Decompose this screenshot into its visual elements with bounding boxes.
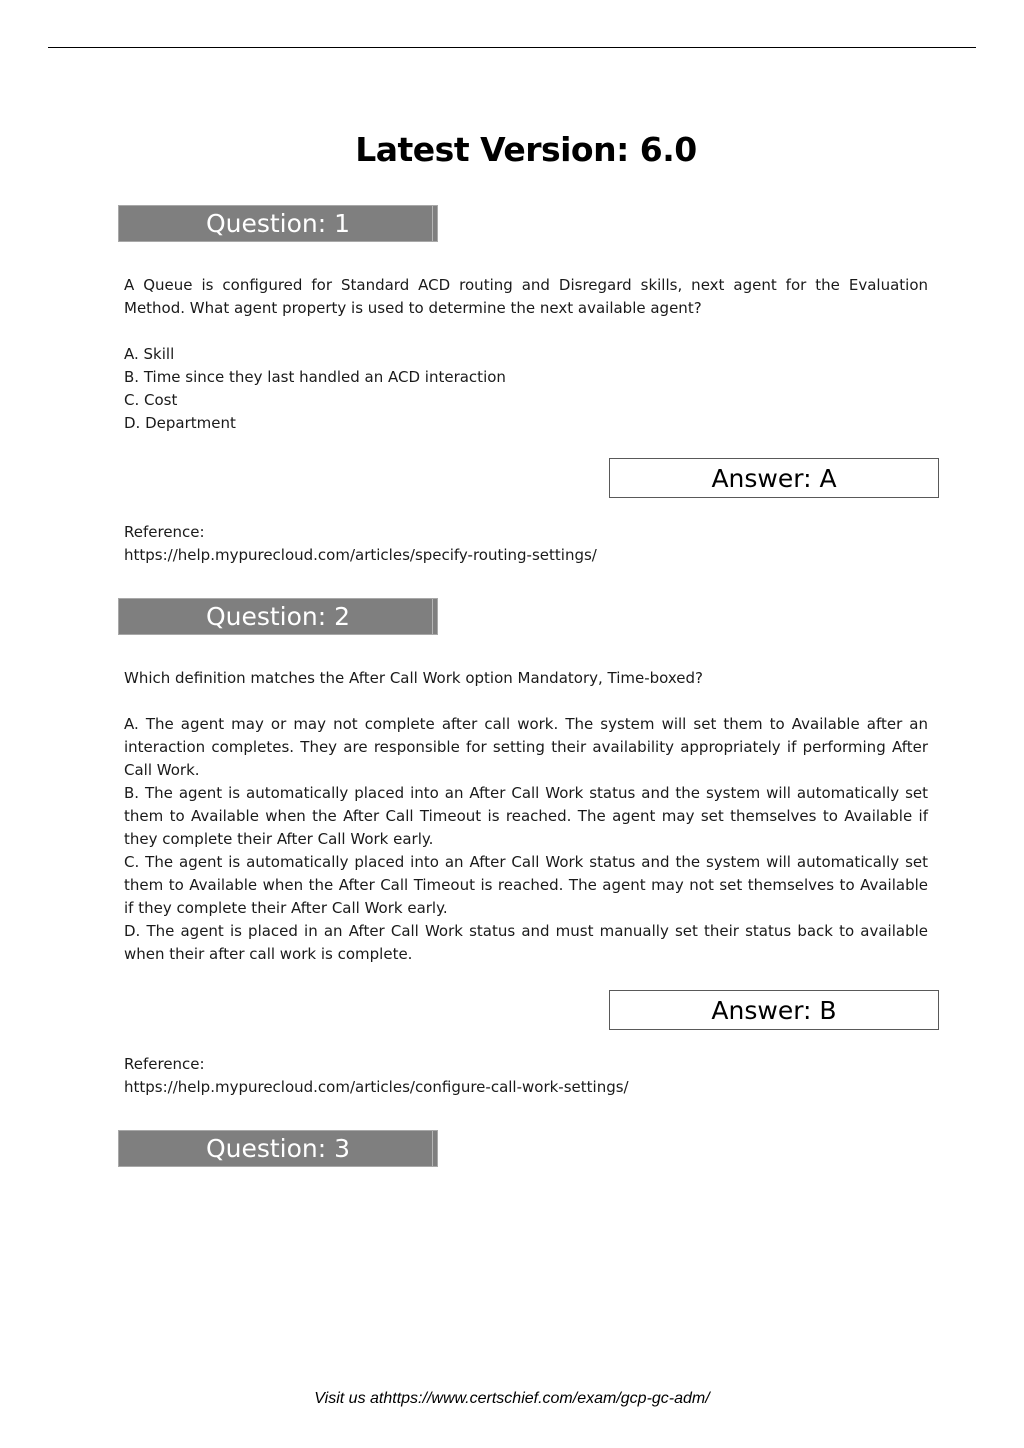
option-b: B. Time since they last handled an ACD interaction bbox=[124, 368, 506, 386]
question-1-stem: A Queue is configured for Standard ACD routing and Disregard skills, next agent for the Evaluation Method. What agent property is used to determine the next available agent? bbox=[124, 276, 928, 317]
reference-url: https://help.mypurecloud.com/articles/specify-routing-settings/ bbox=[124, 546, 597, 564]
question-2-option-c: C. The agent is automatically placed into an After Call Work status and the system will automatically set them to Available when the After Call Timeout is reached. The agent may not set themselves to Available if they complete their After Call Work early. bbox=[124, 853, 928, 917]
question-1-answer: Answer: A bbox=[711, 464, 837, 493]
question-2-option-b: B. The agent is automatically placed into an After Call Work status and the system will automatically set them to Available when the After Call Timeout is reached. The agent may set themselves to Available if they complete their After Call Work early. bbox=[124, 784, 928, 848]
question-1-answer-box bbox=[609, 458, 939, 498]
reference-label: Reference: bbox=[124, 523, 205, 541]
question-3-label: Question: 3 bbox=[205, 1134, 351, 1163]
option-a: A. Skill bbox=[124, 345, 175, 363]
question-1-options bbox=[124, 343, 928, 435]
question-2-label: Question: 2 bbox=[205, 602, 351, 631]
question-2-option-a: A. The agent may or may not complete after call work. The system will set them to Available after an interaction completes. They are responsible for setting their availability appropriately if performing After Call Work. bbox=[124, 715, 928, 779]
question-1-reference bbox=[124, 521, 928, 567]
question-3-banner bbox=[118, 1130, 438, 1167]
question-2-answer: Answer: B bbox=[711, 996, 837, 1025]
reference-label: Reference: bbox=[124, 1055, 205, 1073]
question-2-option-d: D. The agent is placed in an After Call Work status and must manually set their status back to available when their after call work is complete. bbox=[124, 922, 928, 963]
page-title: Latest Version: 6.0 bbox=[355, 130, 697, 169]
question-1-label: Question: 1 bbox=[205, 209, 351, 238]
header-rule bbox=[48, 47, 976, 48]
reference-url: https://help.mypurecloud.com/articles/configure-call-work-settings/ bbox=[124, 1078, 629, 1096]
footer-link[interactable]: Visit us athttps://www.certschief.com/exam/gcp-gc-adm/ bbox=[314, 1390, 710, 1407]
question-1-banner bbox=[118, 205, 438, 242]
question-2-banner bbox=[118, 598, 438, 635]
question-2-answer-box bbox=[609, 990, 939, 1030]
question-2-reference bbox=[124, 1053, 928, 1099]
option-d: D. Department bbox=[124, 414, 236, 432]
option-c: C. Cost bbox=[124, 391, 178, 409]
question-2-stem: Which definition matches the After Call Work option Mandatory, Time-boxed? bbox=[124, 669, 704, 687]
